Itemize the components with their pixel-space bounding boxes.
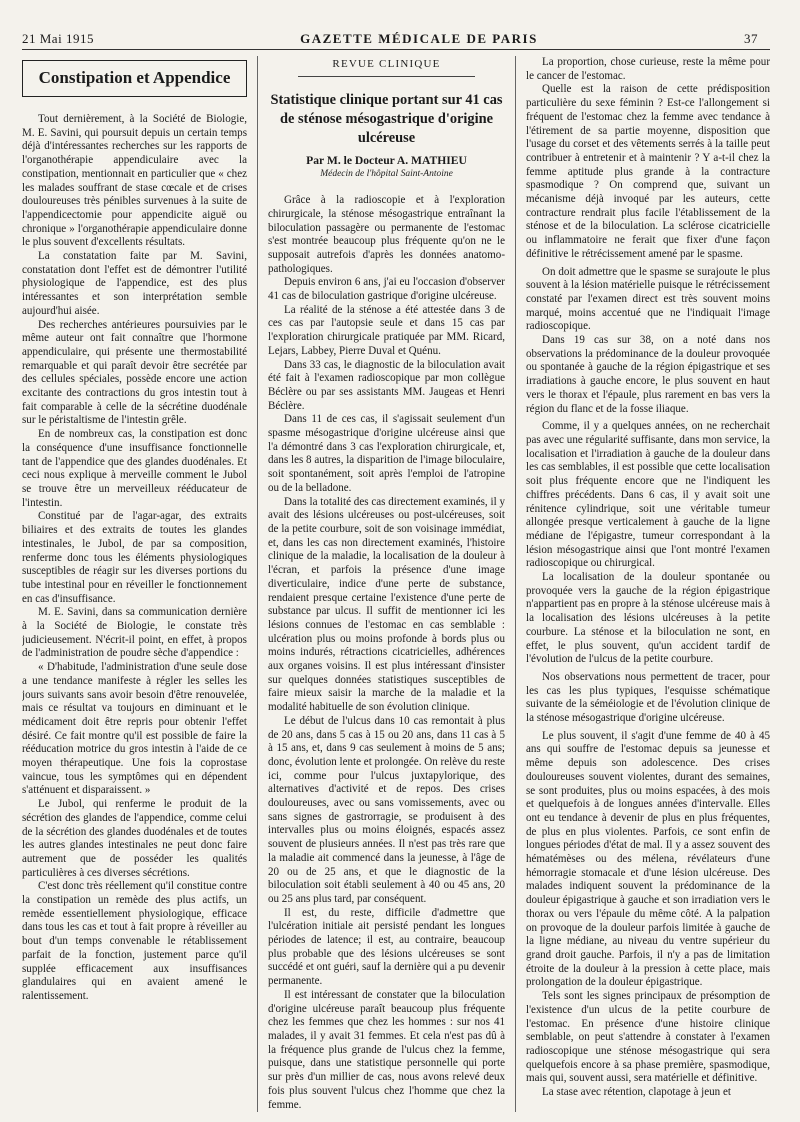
paragraph: Quelle est la raison de cette prédisposition particulière du sexe féminin ? Est-ce l'allongement si fréquent de l'estomac chez la femme avec tendance à l'étirement de sa partie moyenne, disposition que l'usage du corset et des vêtements serrés à la taille peut contribuer à entretenir et à maintenir ? Y a-t-il chez la femme aptitude plus grande à la contracture spasmodique ? On comprend que, suivant un mécanisme déjà invoqué par les auteurs, cette contracture rendrait plus facile l'établissement de la sténose et de la biloculation. La sclérose cicatricielle ou inflammatoire ne ferait que fixer d'une façon définitive le rétrécissement amené par le spasme. [526,83,770,260]
article-title-statistique: Statistique clinique portant sur 41 cas de sténose mésogastrique d'origine ulcéreuse [270,91,503,146]
masthead-rule [22,49,770,50]
paragraph: Des recherches antérieures poursuivies par le même auteur ont fait connaître que l'hormone appendiculaire, qui présente une thermostabilité remarquable et qui paraît devoir être secrétée par des cellules spéciales, possède encore une action excitante des contractions du gros intestin tout à fait comparable à celle de la sécrétine duodénale sur le péristaltisme de l'intestin grêle. [22,318,247,427]
author-affiliation: Médecin de l'hôpital Saint-Antoine [320,169,453,180]
masthead [22,30,758,48]
paragraph: Grâce à la radioscopie et à l'exploration chirurgicale, la sténose mésogastrique entraînant la biloculation passagère ou permanente de l'estomac s'est montrée beaucoup plus fréquente qu'on ne le supposait autrefois d'après les données anatomo-pathologiques. [268,194,505,275]
paragraph: Constitué par de l'agar-agar, des extraits biliaires et des extraits de toutes les glandes intestinales, le Jubol, de par sa composition, renferme donc tous les éléments physiologiques susceptibles de réagir sur les diverses portions du tube intestinal pour en réveiller le fonctionnement en cas d'insuffisance. [22,510,247,605]
paragraph: M. E. Savini, dans sa communication dernière à la Société de Biologie, le constate très judicieusement. N'écrit-il point, en effet, à propos de l'administration de poudre sèche d'appendice : [22,606,247,660]
section-rubric: REVUE CLINIQUE [332,58,441,70]
paragraph: Le début de l'ulcus dans 10 cas remontait à plus de 20 ans, dans 5 cas à 15 ou 20 ans, dans 11 cas à 5 à 15 ans, et, dans 9 cas seulement à moins de 5 ans; donc, évolution lente et prolongée. On relève du reste ici, comme pour l'ulcus juxtapylorique, des alternatives d'activité et de repos. Des crises douloureuses, avec ou sans vomissements, avec ou sans signes de gastrorragie, se produisent à des intervalles plus ou moins éloignés, espacés assez souvent de plusieurs années. Il n'est pas très rare que la maladie ait commencé dans la jeunesse, à l'âge de 20 ou de 25 ans, et que le diagnostic de la biloculation soit établi seulement à 40 ou 45 ans, 20 ou 25 ans plus tard, par conséquent. [268,714,505,905]
paragraph: La constatation faite par M. Savini, constatation dont l'effet est de démontrer l'utilité physiologique de l'appendice, est des plus intéressantes et son interprétation semble aujourd'hui aisée. [22,250,247,317]
rubric-rule [298,76,475,77]
paragraph: Le Jubol, qui renferme le produit de la sécrétion des glandes de l'appendice, comme celui de la sécrétion des glandes duodénales et de toutes les autres glandes intestinales ne peut donc faire autrement que de posséder les qualités particulières à ces diverses sécrétions. [22,798,247,879]
article-title-constipation: Constipation et Appendice [22,60,247,97]
paragraph: Il est intéressant de constater que la biloculation d'origine ulcéreuse paraît beaucoup plus fréquente chez les femmes que chez les hommes : sur nos 41 malades, il y avait 31 femmes. Et cela n'est pas dû à la fréquence plus grande de l'ulcus chez la femme, puisque, dans une statistique personnelle qui porte sur près d'un millier de cas, nous avons relevé deux fois plus souvent l'ulcus chez l'homme que chez la femme. [268,988,505,1111]
paragraph: Dans 19 cas sur 38, on a noté dans nos observations la prédominance de la douleur provoquée ou spontanée à gauche de la région épigastrique et ses irradiations à gauche encore, le plus souvent en haut vers le thorax et l'épaule, plus rarement en bas vers la région du flanc et de la fosse iliaque. [526,334,770,415]
issue-date: 21 Mai 1915 [22,31,94,46]
paragraph: Dans la totalité des cas directement examinés, il y avait des lésions ulcéreuses ou post-ulcéreuses, soit de la petite courbure, soit de son voisinage immédiat, et, dans les cas non directement examinés, l'histoire clinique de la maladie, la localisation de la douleur à l'écran, et parfois la présence d'une image diverticulaire, indice d'une perte de substance, rendaient presque certaine l'existence d'une perte de substance par ulcus. Il suffit de mentionner ici les lésions connues de l'estomac en cas semblable : ulcération plus ou moins profonde à bords plus ou moins indurés, rétractions cicatricielles, adhérences aux organes voisins. Il est plus intéressant d'insister sur quelques données statistiques susceptibles de faire mieux saisir la marche de la maladie et la modalité habituelle de son évolution clinique. [268,495,505,714]
paragraph: Tout dernièrement, à la Société de Biologie, M. E. Savini, qui poursuit depuis un certain temps déjà d'intéressantes recherches sur les rapports de l'organothérapie appendiculaire avec la constipation, mentionnait en particulier que « chez les malades souffrant de stase cœcale et de crises douloureuses très pénibles survenues à la suite de l'appendicectomie pour appendicite aiguë ou chronique » l'organothérapie appendiculaire donne le plus souvent d'excellents résultats. [22,113,247,249]
columns [22,56,770,1112]
paragraph: Le plus souvent, il s'agit d'une femme de 40 à 45 ans qui souffre de l'estomac depuis sa jeunesse et même depuis son adolescence. Des crises douloureuses souvent violentes, durant des semaines, se sont produites, plus ou moins espacées, à des mois et quelquefois à de longues années d'intervalle. Elles ont eu tendance à devenir de plus en plus fréquentes, de plus en plus violentes. Parfois, ce sont enfin de longues périodes d'état de mal. Il y a assez souvent des hématémèses ou des mélena, révélateurs d'une hémorragie stomacale et d'une lésion ulcéreuse. Des malades indiquent souvent la prédominance de la douleur épigastrique à gauche et son irradiation vers le thorax ou vers l'épaule du même côté. A la palpation on provoque de la douleur parfois limitée à gauche de la ligne médiane, au niveau du ventre supérieur du grand droit gauche. Parfois, il n'y a pas de limitation étroite de la douleur à la pression à cette place, mais prolongation de la douleur épigastrique. [526,729,770,989]
paragraph: On doit admettre que le spasme se surajoute le plus souvent à la lésion matérielle puisque le rétrécissement constaté par l'examen direct est très souvent moins marqué, moins accentué que ne l'indiquait l'image radioscopique. [526,265,770,333]
column-middle [258,56,516,1112]
column-right [516,56,770,1112]
paragraph: C'est donc très réellement qu'il constitue contre la constipation un remède des plus actifs, un remède essentiellement physiologique, efficace dans tous les cas et tout à fait propre à réveiller au bout d'un temps convenable le rétablissement parfait de la fonction, justement parce qu'il supplée efficacement aux insuffisances glandulaires qui en avaient amené le ralentissement. [22,880,247,1002]
column-left [22,56,258,1112]
author-byline: Par M. le Docteur A. MATHIEU [306,153,467,167]
paragraph: Tels sont les signes principaux de présomption de l'existence d'un ulcus de la petite courbure de l'estomac. En présence d'une histoire clinique semblable, on peut s'attendre à constater à l'examen radioscopique une sténose mésogastrique qui sera quelquefois encore à sa phase première, spasmodique, mais qui, souvent aussi, sera matérielle et définitive. [526,990,770,1085]
paragraph: Comme, il y a quelques années, on ne recherchait pas avec une régularité suffisante, dans mon service, la localisation et l'irradiation à gauche de la douleur dans les cas semblables, il est possible que cette localisation soit plus fréquente encore que ne l'indiquent les chiffres précédents. Dans 6 cas, il y avait soit une rénitence cylindrique, soit une véritable tumeur allongée presque verticalement à gauche de la ligne médiane de l'épigastre, tumeur correspondant à la lésion mésogastrique ainsi que l'ont montré l'examen radioscopique ou chirurgical. [526,420,770,570]
paragraph: La proportion, chose curieuse, reste la même pour le cancer de l'estomac. [526,56,770,82]
journal-title: GAZETTE MÉDICALE DE PARIS [300,31,538,46]
paragraph: En de nombreux cas, la constipation est donc la conséquence d'une insuffisance fonctionnelle tant de l'appendice que des glandes duodénales. Et ceci nous explique à merveille comment le Jubol se trouve être un merveilleux rééducateur de l'intestin. [22,428,247,509]
paragraph: La réalité de la sténose a été attestée dans 3 de ces cas par l'autopsie seule et dans 15 cas par l'exploration chirurgicale pratiquée par MM. Ricard, Lejars, Labbey, Pierre Duval et Quénu. [268,303,505,357]
paragraph: La localisation de la douleur spontanée ou provoquée vers la gauche de la région épigastrique n'appartient pas en propre à la sténose ulcéreuse mais à la localisation des lésions ulcéreuses à la petite courbure. La sténose et la biloculation ne sont, en effet, le plus souvent, qu'un accident tardif de l'évolution de l'ulcus de la petite courbure. [526,571,770,666]
paragraph: Dans 11 de ces cas, il s'agissait seulement d'un spasme mésogastrique d'origine ulcéreuse ainsi que l'a démontré dans 3 cas l'exploration chirurgicale, et, dans les 8 autres, la disparition de l'image biloculaire, soit spontanément, soit après l'emploi de l'atropine ou de la belladone. [268,413,505,494]
paragraph: Il est, du reste, difficile d'admettre que l'ulcération initiale ait persisté pendant les longues périodes de latence; il est, au contraire, beaucoup plus probable que des lésions ulcéreuses se sont succédé et ont guéri, sauf la dernière qui a pu devenir permanente. [268,906,505,988]
page-number: 37 [743,31,758,46]
paragraph: Nos observations nous permettent de tracer, pour les cas les plus typiques, l'esquisse schématique suivante de la séméiologie et de l'évolution clinique de la sténose mésogastrique d'origine ulcéreuse. [526,670,770,725]
paragraph: La stase avec rétention, clapotage à jeun et [542,1086,731,1099]
paragraph: Dans 33 cas, le diagnostic de la biloculation avait été fait à l'examen radioscopique par mon collègue Béclère ou par ses assistants MM. Jaugeas et Henri Béclère. [268,358,505,412]
paragraph: Depuis environ 6 ans, j'ai eu l'occasion d'observer 41 cas de biloculation gastrique d'origine ulcéreuse. [268,276,505,303]
paragraph: « D'habitude, l'administration d'une seule dose a une tendance manifeste à régler les selles les jours suivants sans avoir besoin d'être renouvelée, mais ce résultat va toujours en diminuant et le médicament doit être repris pour obtenir l'effet désiré. Ce fait montre qu'il est possible de faire la rééducation motrice du gros intestin à l'aide de ce moyen thérapeutique. Une fois la coprostase vaincue, tous les symptômes qui en dépendent s'atténuent et disparaissent. » [22,661,247,797]
